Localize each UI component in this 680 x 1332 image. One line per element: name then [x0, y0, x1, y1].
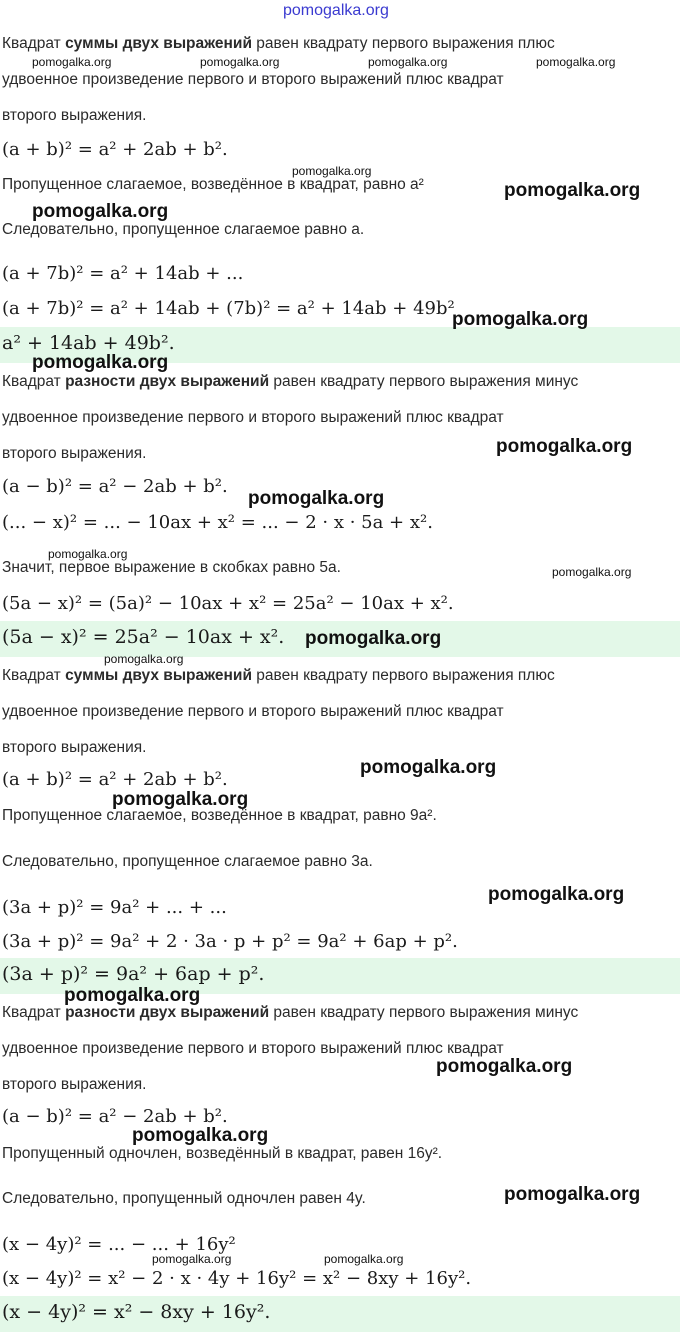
watermark: pomogalka.org [32, 352, 169, 373]
rule-line-3: второго выражения. [2, 1076, 147, 1093]
watermark: pomogalka.org [32, 55, 112, 69]
watermark: pomogalka.org [504, 1184, 641, 1205]
explanation-text: Пропущенный одночлен, возведённый в квадрат, равен 16y². [2, 1145, 443, 1162]
rule-line-2: удвоенное произведение первого и второго выражений плюс квадрат [2, 71, 504, 88]
rule-line-2: удвоенное произведение первого и второго выражений плюс квадрат [2, 1040, 504, 1057]
rule-line-1: Квадрат разности двух выражений равен квадрату первого выражения минус [2, 373, 579, 390]
formula: (a − b)² = a² − 2ab + b². [2, 476, 228, 497]
watermark: pomogalka.org [368, 55, 448, 69]
explanation-text: Пропущенное слагаемое, возведённое в квадрат, равно 9a². [2, 807, 437, 824]
explanation-text: Значит, первое выражение в скобках равно 5a. [2, 559, 341, 576]
formula: (a + b)² = a² + 2ab + b². [2, 139, 228, 160]
formula: (a − b)² = a² − 2ab + b². [2, 1106, 228, 1127]
rule-line-3: второго выражения. [2, 739, 147, 756]
watermark: pomogalka.org [496, 436, 633, 457]
rule-line-2: удвоенное произведение первого и второго выражений плюс квадрат [2, 703, 504, 720]
watermark: pomogalka.org [452, 309, 589, 330]
watermark: pomogalka.org [292, 164, 372, 178]
watermark: pomogalka.org [104, 652, 184, 666]
watermark: pomogalka.org [436, 1056, 573, 1077]
answer-text: (3a + p)² = 9a² + 6ap + p². [2, 963, 265, 985]
math-step: (... − x)² = ... − 10ax + x² = ... − 2 · x · 5a + x². [2, 512, 433, 533]
math-step: (x − 4y)² = ... − ... + 16y² [2, 1234, 236, 1255]
watermark: pomogalka.org [200, 55, 280, 69]
math-step: (5a − x)² = (5a)² − 10ax + x² = 25a² − 10ax + x². [2, 593, 454, 614]
explanation-text: Следовательно, пропущенное слагаемое равно a. [2, 221, 365, 238]
watermark: pomogalka.org [536, 55, 616, 69]
answer-highlight [0, 1296, 680, 1332]
watermark: pomogalka.org [64, 985, 201, 1006]
formula: (a + b)² = a² + 2ab + b². [2, 769, 228, 790]
watermark: pomogalka.org [112, 789, 249, 810]
explanation-text: Следовательно, пропущенный одночлен равен 4y. [2, 1190, 366, 1207]
watermark: pomogalka.org [305, 628, 442, 649]
watermark: pomogalka.org [504, 180, 641, 201]
rule-line-1: Квадрат суммы двух выражений равен квадрату первого выражения плюс [2, 667, 555, 684]
math-step: (a + 7b)² = a² + 14ab + (7b)² = a² + 14ab + 49b² [2, 298, 455, 319]
math-step: (3a + p)² = 9a² + 2 · 3a · p + p² = 9a² + 6ap + p². [2, 931, 458, 952]
rule-line-3: второго выражения. [2, 445, 147, 462]
watermark: pomogalka.org [248, 488, 385, 509]
watermark: pomogalka.org [488, 884, 625, 905]
rule-line-3: второго выражения. [2, 107, 147, 124]
answer-text: (5a − x)² = 25a² − 10ax + x². [2, 626, 285, 648]
watermark: pomogalka.org [324, 1252, 404, 1266]
watermark: pomogalka.org [132, 1125, 269, 1146]
rule-line-1: Квадрат суммы двух выражений равен квадрату первого выражения плюс [2, 35, 555, 52]
answer-text: a² + 14ab + 49b². [2, 332, 175, 354]
answer-text: (x − 4y)² = x² − 8xy + 16y². [2, 1301, 271, 1323]
watermark: pomogalka.org [360, 757, 497, 778]
explanation-text: Пропущенное слагаемое, возведённое в квадрат, равно a² [2, 176, 424, 193]
math-step: (a + 7b)² = a² + 14ab + ... [2, 263, 244, 284]
explanation-text: Следовательно, пропущенное слагаемое равно 3a. [2, 853, 373, 870]
watermark: pomogalka.org [32, 201, 169, 222]
site-link[interactable]: pomogalka.org [283, 2, 389, 19]
watermark: pomogalka.org [48, 547, 128, 561]
watermark: pomogalka.org [552, 565, 632, 579]
rule-line-2: удвоенное произведение первого и второго выражений плюс квадрат [2, 409, 504, 426]
rule-line-1: Квадрат разности двух выражений равен квадрату первого выражения минус [2, 1004, 579, 1021]
math-step: (3a + p)² = 9a² + ... + ... [2, 897, 227, 918]
math-step: (x − 4y)² = x² − 2 · x · 4y + 16y² = x² − 8xy + 16y². [2, 1268, 472, 1289]
watermark: pomogalka.org [152, 1252, 232, 1266]
